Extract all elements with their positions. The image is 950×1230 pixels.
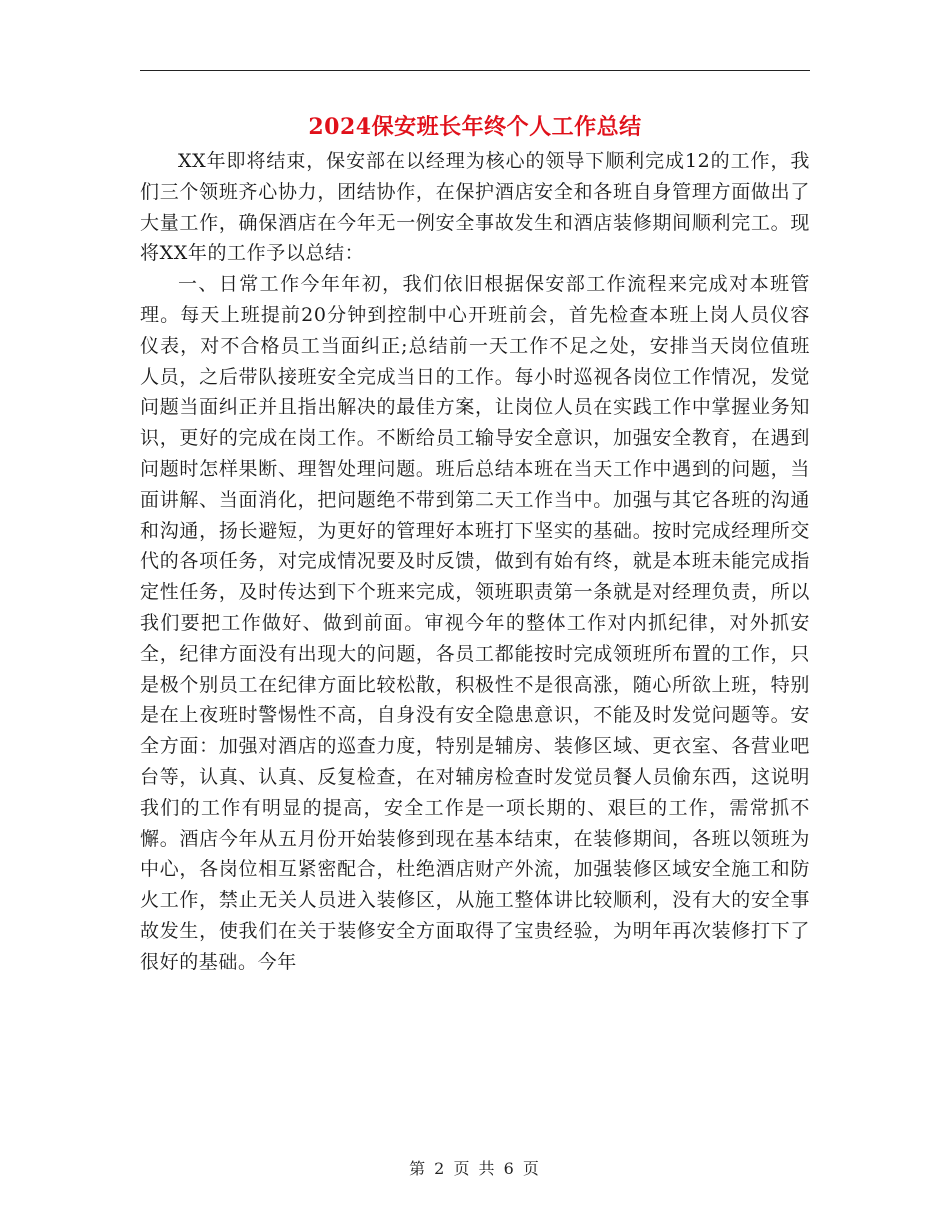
header-rule <box>140 70 810 71</box>
document-body <box>140 146 810 978</box>
page-number: 第 2 页 共 6 页 <box>409 1159 541 1178</box>
document-title: 2024保安班长年终个人工作总结 <box>308 114 642 140</box>
paragraph-daily-work: 一、日常工作今年年初，我们依旧根据保安部工作流程来完成对本班管理。每天上班提前20分钟到控制中心开班前会，首先检查本班上岗人员仪容仪表，对不合格员工当面纠正;总结前一天工作不足之处，安排当天岗位值班人员，之后带队接班安全完成当日的工作。每小时巡视各岗位工作情况，发觉问题当面纠正并且指出解决的最佳方案，让岗位人员在实践工作中掌握业务知识，更好的完成在岗工作。不断给员工输导安全意识，加强安全教育，在遇到问题时怎样果断、理智处理问题。班后总结本班在当天工作中遇到的问题，当面讲解、当面消化，把问题绝不带到第二天工作当中。加强与其它各班的沟通和沟通，扬长避短，为更好的管理好本班打下坚实的基础。按时完成经理所交代的各项任务，对完成情况要及时反馈，做到有始有终，就是本班未能完成指定性任务，及时传达到下个班来完成，领班职责第一条就是对经理负责，所以我们要把工作做好、做到前面。审视今年的整体工作对内抓纪律，对外抓安全，纪律方面没有出现大的问题，各员工都能按时完成领班所布置的工作，只是极个别员工在纪律方面比较松散，积极性不是很高涨，随心所欲上班，特别是在上夜班时警惕性不高，自身没有安全隐患意识，不能及时发觉问题等。安全方面：加强对酒店的巡查力度，特别是辅房、装修区域、更衣室、各营业吧台等，认真、认真、反复检查，在对辅房检查时发觉员餐人员偷东西，这说明我们的工作有明显的提高，安全工作是一项长期的、艰巨的工作，需常抓不懈。酒店今年从五月份开始装修到现在基本结束，在装修期间，各班以领班为中心，各岗位相互紧密配合，杜绝酒店财产外流，加强装修区域安全施工和防火工作，禁止无关人员进入装修区，从施工整体讲比较顺利，没有大的安全事故发生，使我们在关于装修安全方面取得了宝贵经验，为明年再次装修打下了很好的基础。今年 <box>140 273 810 973</box>
paragraph-intro: XX年即将结束，保安部在以经理为核心的领导下顺利完成12的工作，我们三个领班齐心协力，团结协作，在保护酒店安全和各班自身管理方面做出了大量工作，确保酒店在今年无一例安全事故发生和酒店装修期间顺利完工。现将XX年的工作予以总结： <box>140 150 810 265</box>
